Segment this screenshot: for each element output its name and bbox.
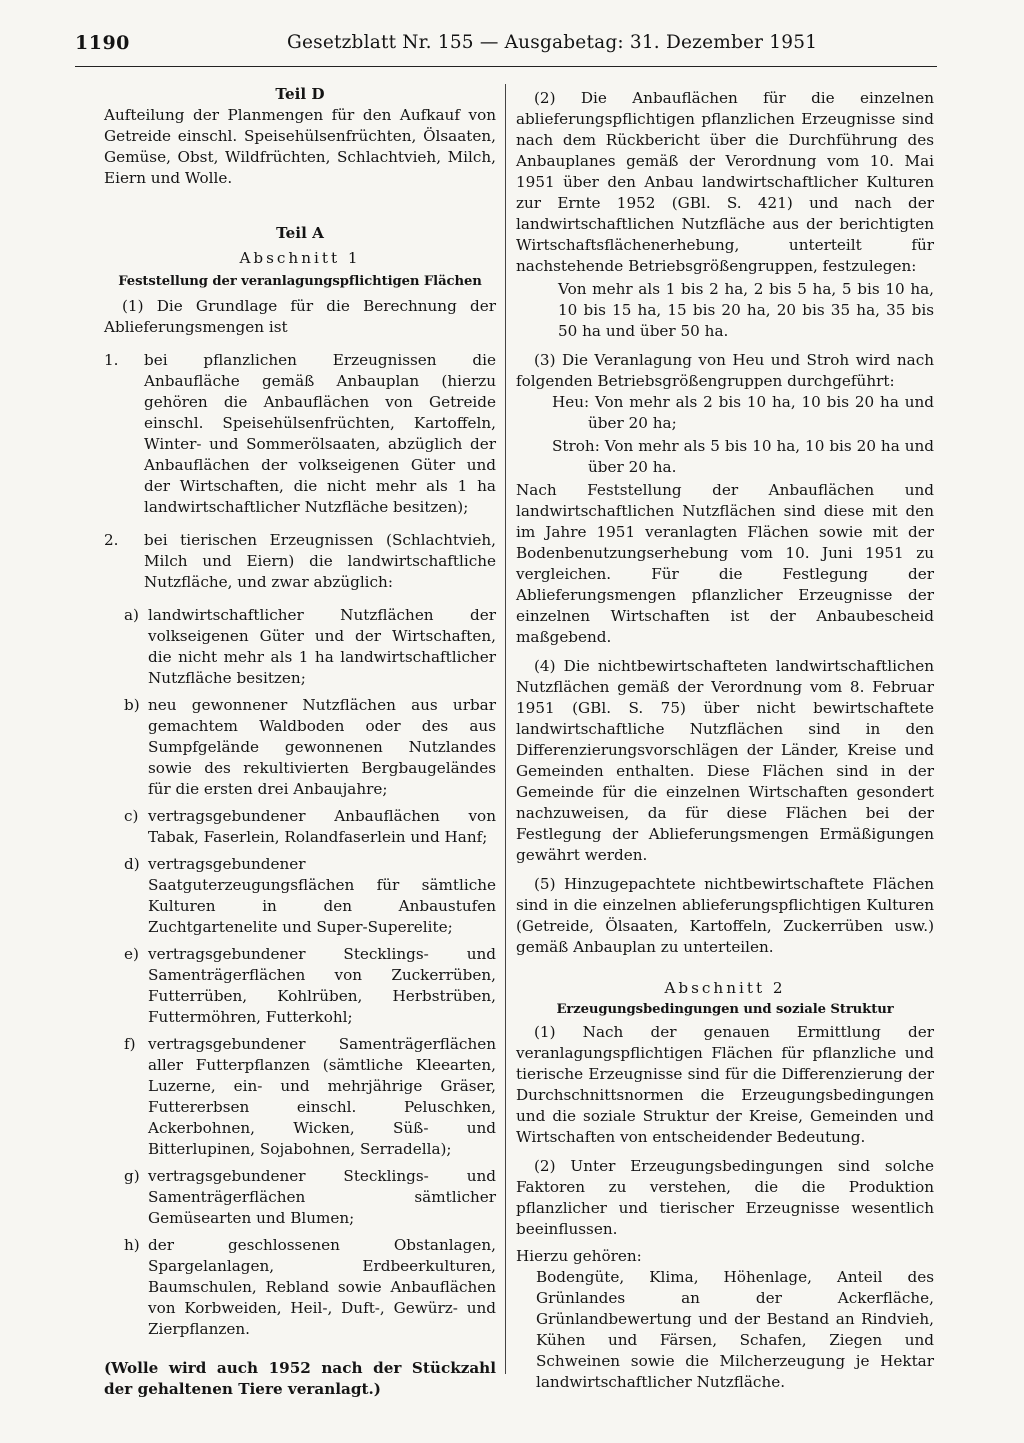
page-header xyxy=(75,32,937,67)
paragraph-3: (3) Die Veranlagung von Heu und Stroh wird nach folgenden Betriebsgrößengruppen durchgeführt: xyxy=(516,351,934,390)
list-item xyxy=(104,350,496,518)
sub-item xyxy=(104,1034,496,1160)
sub-item-text: vertragsgebundener Stecklings- und Samenträgerflächen sämtlicher Gemüsearten und Blumen; xyxy=(148,1167,496,1227)
teil-d-heading: Teil D xyxy=(275,85,325,103)
sub-item-label: a) xyxy=(124,606,139,624)
sub-item-label: g) xyxy=(124,1167,140,1185)
paragraph-4: (4) Die nichtbewirtschafteten landwirtschaftlichen Nutzflächen gemäß der Verordnung vom 8. Februar 1951 (GBl. S. 75) über nicht bewirtschaftete landwirtschaftliche Nutzflächen sind in den Differenzierungsvorschlägen der Länder, Kreise und Gemeinden enthalten. Diese Flächen sind in der Gemeinde für die einzelnen Wirtschaften gesondert nachzuweisen, da für diese Flächen bei der Festlegung der Ablieferungsmengen Ermäßigungen gewährt werden. xyxy=(516,657,934,864)
sub-item-label: h) xyxy=(124,1236,140,1254)
sub-item xyxy=(104,944,496,1028)
paragraph-1: (1) Die Grundlage für die Berechnung der Ablieferungsmengen ist xyxy=(104,297,496,336)
wolle-note: (Wolle wird auch 1952 nach der Stückzahl der gehaltenen Tiere veranlagt.) xyxy=(104,1359,496,1398)
sub-item-list xyxy=(104,605,496,1340)
factors-list: Bodengüte, Klima, Höhenlage, Anteil des Grünlandes an der Ackerfläche, Grünlandbewertung und der Bestand an Rindvieh, Kühen und Färsen, Schafen, Ziegen und Schweinen sowie die Milcherzeugung je Hektar landwirtschaftlicher Nutzfläche. xyxy=(536,1268,934,1391)
heu-groups: Heu: Von mehr als 2 bis 10 ha, 10 bis 20 ha und über 20 ha; xyxy=(552,393,934,432)
sub-item xyxy=(104,806,496,848)
abschnitt-1-heading: Abschnitt 1 xyxy=(239,249,361,267)
list-item-label: 2. xyxy=(104,531,119,549)
sub-item-label: d) xyxy=(124,855,140,873)
sub-item-label: b) xyxy=(124,696,140,714)
paragraph-5: (5) Hinzugepachtete nichtbewirtschaftete Flächen sind in die einzelnen ablieferungspflichtigen Kulturen (Getreide, Ölsaaten, Kartoffeln, Zuckerrüben usw.) gemäß Anbauplan zu unterteilen. xyxy=(516,875,934,956)
sub-item-label: e) xyxy=(124,945,139,963)
list-item xyxy=(104,530,496,593)
column-divider xyxy=(505,84,506,1374)
section-2-paragraph-1: (1) Nach der genauen Ermittlung der veranlagungspflichtigen Flächen für pflanzliche und tierische Erzeugnisse sind für die Differenzierung der Durchschnittsnormen die Erzeugungsbedingungen und die soziale Struktur der Kreise, Gemeinden und Wirtschaften von entscheidender Bedeutung. xyxy=(516,1023,934,1146)
right-column xyxy=(516,88,934,1391)
stroh-groups: Stroh: Von mehr als 5 bis 10 ha, 10 bis 20 ha und über 20 ha. xyxy=(552,437,934,476)
sub-item xyxy=(104,605,496,689)
sub-item xyxy=(104,854,496,938)
sub-item-text: vertragsgebundener Samenträgerflächen aller Futterpflanzen (sämtliche Kleearten, Luzerne, ein- und mehrjährige Gräser, Futtererbsen einschl. Peluschken, Ackerbohnen, Wicken, Süß- und Bitterlupinen, Sojabohnen, Serradella); xyxy=(148,1035,496,1158)
paragraph-2: (2) Die Anbauflächen für die einzelnen ablieferungspflichtigen pflanzlichen Erzeugnisse sind nach dem Rückbericht über die Durchführung des Anbauplanes gemäß der Verordnung vom 10. Mai 1951 über den Anbau landwirtschaftlicher Kulturen zur Ernte 1952 (GBl. S. 421) und nach der landwirtschaftlichen Nutzfläche aus der berichtigten Wirtschaftsflächenerhebung, unterteilt für nachstehende Betriebsgrößengruppen, festzulegen: xyxy=(516,89,934,275)
sub-item xyxy=(104,1166,496,1229)
gazette-header-title: Gesetzblatt Nr. 155 — Ausgabetag: 31. Dezember 1951 xyxy=(287,32,818,53)
abschnitt-1-title: Feststellung der veranlagungspflichtigen Flächen xyxy=(118,274,482,289)
sub-item-text: vertragsgebundener Saatguterzeugungsflächen für sämtliche Kulturen in den Anbaustufen Zuchtgartenelite und Super-Superelite; xyxy=(148,855,496,936)
sub-item-label: c) xyxy=(124,807,139,825)
sub-item-label: f) xyxy=(124,1035,136,1053)
abschnitt-2-title: Erzeugungsbedingungen und soziale Struktur xyxy=(556,1002,894,1017)
sub-item xyxy=(104,1235,496,1340)
paragraph-3-continued: Nach Feststellung der Anbauflächen und landwirtschaftlichen Nutzflächen sind diese mit den im Jahre 1951 veranlagten Flächen sowie mit der Bodenbenutzungserhebung vom 10. Juni 1951 zu vergleichen. Für die Festlegung der Ablieferungsmengen pflanzlicher Erzeugnisse der einzelnen Wirtschaften ist der Anbaubescheid maßgebend. xyxy=(516,481,934,646)
teil-d-title: Aufteilung der Planmengen für den Aufkauf von Getreide einschl. Speisehülsenfrüchten, Ölsaaten, Gemüse, Obst, Wildfrüchten, Schlachtvieh, Milch, Eiern und Wolle. xyxy=(104,106,496,187)
sub-item-text: der geschlossenen Obstanlagen, Spargelanlagen, Erdbeerkulturen, Baumschulen, Rebland sowie Anbauflächen von Korbweiden, Heil-, Duft-, Gewürz- und Zierpflanzen. xyxy=(148,1236,496,1338)
teil-a-heading: Teil A xyxy=(276,224,324,242)
page-number: 1190 xyxy=(75,32,130,54)
sub-item-text: vertragsgebundener Anbauflächen von Tabak, Faserlein, Rolandfaserlein und Hanf; xyxy=(148,807,496,846)
size-groups: Von mehr als 1 bis 2 ha, 2 bis 5 ha, 5 bis 10 ha, 10 bis 15 ha, 15 bis 20 ha, 20 bis 35 ha, 35 bis 50 ha und über 50 ha. xyxy=(558,280,934,340)
list-item-text: bei tierischen Erzeugnissen (Schlachtvieh, Milch und Eiern) die landwirtschaftliche Nutzfläche, und zwar abzüglich: xyxy=(144,531,496,591)
list-item-label: 1. xyxy=(104,351,119,369)
list-item-text: bei pflanzlichen Erzeugnissen die Anbaufläche gemäß Anbauplan (hierzu gehören die Anbauflächen von Getreide einschl. Speisehülsenfrüchten, Kartoffeln, Winter- und Sommerölsaaten, abzüglich der Anbauflächen der volkseigenen Güter und der Wirtschaften, die nicht mehr als 1 ha landwirtschaftlicher Nutzfläche besitzen); xyxy=(144,351,496,516)
sub-item xyxy=(104,695,496,800)
sub-item-text: vertragsgebundener Stecklings- und Samenträgerflächen von Zuckerrüben, Futterrüben, Kohlrüben, Herbstrüben, Futtermöhren, Futterkohl; xyxy=(148,945,496,1026)
section-2-paragraph-2: (2) Unter Erzeugungsbedingungen sind solche Faktoren zu verstehen, die die Produktion pflanzlicher und tierischer Erzeugnisse wesentlich beeinflussen. xyxy=(516,1157,934,1238)
left-column xyxy=(104,84,496,1398)
sub-item-text: landwirtschaftlicher Nutzflächen der volkseigenen Güter und der Wirtschaften, die nicht mehr als 1 ha landwirtschaftlicher Nutzfläche besitzen; xyxy=(148,606,496,687)
abschnitt-2-heading: Abschnitt 2 xyxy=(664,979,786,997)
hierzu-gehoeren: Hierzu gehören: xyxy=(516,1247,642,1265)
sub-item-text: neu gewonnener Nutzflächen aus urbar gemachtem Waldboden oder des aus Sumpfgelände gewonnenen Nutzlandes sowie des rekultivierten Bergbaugeländes für die ersten drei Anbaujahre; xyxy=(148,696,496,798)
